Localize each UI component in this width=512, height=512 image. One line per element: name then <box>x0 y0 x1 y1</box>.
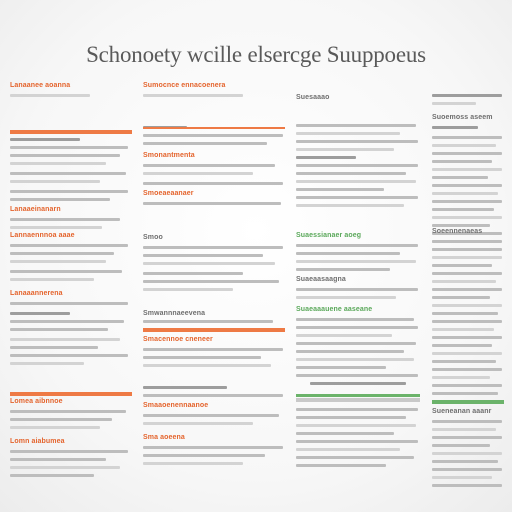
text-line <box>10 180 100 183</box>
text-line <box>296 180 416 183</box>
text-line <box>432 176 488 179</box>
text-line <box>432 328 494 331</box>
text-line <box>296 132 400 135</box>
text-line <box>143 364 271 367</box>
section-heading: Smacennoe cneneer <box>143 336 213 343</box>
text-line <box>432 344 492 347</box>
text-line <box>296 204 404 207</box>
text-line <box>143 462 243 465</box>
text-line <box>432 336 502 339</box>
column-1 <box>10 80 132 500</box>
text-line <box>296 448 400 451</box>
text-line <box>10 252 114 255</box>
text-line <box>10 162 106 165</box>
text-line <box>432 184 502 187</box>
section-heading: Suoemoss aseem <box>432 114 493 121</box>
text-line <box>143 422 253 425</box>
text-line <box>296 408 418 411</box>
text-line <box>10 302 128 305</box>
text-line <box>432 428 496 431</box>
text-line <box>432 484 502 487</box>
text-line <box>143 172 253 175</box>
text-line <box>143 356 261 359</box>
text-line <box>296 296 396 299</box>
section-divider <box>143 328 285 332</box>
text-line <box>296 334 392 337</box>
text-line <box>432 136 502 139</box>
section-heading: Lomea aibnnoe <box>10 398 63 405</box>
text-line <box>296 288 418 291</box>
section-divider <box>296 398 420 402</box>
text-line <box>296 432 394 435</box>
section-heading: Sma aoeena <box>143 434 185 441</box>
text-line <box>143 246 283 249</box>
text-line <box>10 190 128 193</box>
text-line <box>143 142 267 145</box>
text-line <box>296 188 384 191</box>
section-heading: Lomn aiabumea <box>10 438 65 445</box>
text-line <box>143 348 283 351</box>
text-line <box>296 350 404 353</box>
text-line <box>296 416 406 419</box>
text-line <box>432 144 496 147</box>
text-line <box>296 244 418 247</box>
text-line <box>432 384 502 387</box>
text-line <box>296 196 418 199</box>
column-4 <box>432 80 504 500</box>
column-2 <box>143 80 285 500</box>
text-line <box>432 168 502 171</box>
text-line <box>432 224 490 227</box>
text-line <box>296 424 416 427</box>
text-line <box>143 202 281 205</box>
text-line <box>296 440 418 443</box>
text-line <box>143 414 279 417</box>
text-line <box>143 94 243 97</box>
text-line <box>143 254 263 257</box>
text-line <box>432 102 476 105</box>
text-line <box>432 152 502 155</box>
text-line <box>10 146 128 149</box>
text-line <box>296 342 416 345</box>
text-line <box>143 394 283 397</box>
section-heading: Suaeaaauene aaseane <box>296 306 373 313</box>
text-line <box>10 244 128 247</box>
section-divider <box>296 394 420 397</box>
text-line <box>432 264 492 267</box>
text-line <box>432 312 498 315</box>
text-line <box>10 94 90 97</box>
text-line <box>10 354 128 357</box>
text-line <box>10 270 122 273</box>
text-line <box>432 248 498 251</box>
text-line <box>432 192 498 195</box>
text-line <box>432 452 502 455</box>
text-line <box>143 164 275 167</box>
text-line <box>432 368 502 371</box>
text-line <box>10 458 106 461</box>
text-line <box>10 362 84 365</box>
text-line <box>432 94 502 97</box>
text-line <box>10 138 80 141</box>
text-line <box>10 260 106 263</box>
text-line <box>296 326 418 329</box>
section-heading: Lanaanee aoanna <box>10 82 71 89</box>
text-line <box>296 366 386 369</box>
text-line <box>296 260 416 263</box>
text-line <box>10 312 70 315</box>
text-line <box>432 468 502 471</box>
text-line <box>10 466 120 469</box>
text-line <box>296 318 414 321</box>
text-line <box>10 172 126 175</box>
section-heading: Smoo <box>143 234 163 241</box>
text-line <box>10 418 112 421</box>
section-heading: Sumocnce ennacoenera <box>143 82 226 89</box>
text-line <box>10 218 120 221</box>
text-line <box>432 288 502 291</box>
section-heading: Lanaaannerena <box>10 290 63 297</box>
text-line <box>432 460 498 463</box>
text-line <box>296 140 418 143</box>
text-line <box>432 360 496 363</box>
text-line <box>296 148 394 151</box>
text-line <box>296 374 418 377</box>
page-title: Schonoety wcille elsercge Suuppoeus <box>86 42 426 67</box>
text-line <box>432 376 490 379</box>
text-line <box>143 446 283 449</box>
text-line <box>432 272 502 275</box>
text-line <box>10 154 120 157</box>
text-line <box>10 346 98 349</box>
section-heading: Smaaoenennaanoe <box>143 402 209 409</box>
text-line <box>10 226 102 229</box>
text-line <box>432 392 498 395</box>
text-line <box>143 134 283 137</box>
text-line <box>432 352 502 355</box>
section-heading: Smonantmenta <box>143 152 195 159</box>
text-line <box>432 256 502 259</box>
section-divider <box>10 130 132 134</box>
text-line <box>10 278 94 281</box>
section-heading: Lanaaeinanarn <box>10 206 61 213</box>
text-line <box>10 338 120 341</box>
text-line <box>296 268 390 271</box>
text-line <box>432 420 502 423</box>
text-line <box>296 358 414 361</box>
text-line <box>296 124 416 127</box>
text-line <box>10 198 110 201</box>
text-line <box>432 476 492 479</box>
text-line <box>432 126 478 129</box>
text-line <box>296 252 400 255</box>
text-line <box>432 208 494 211</box>
text-line <box>310 382 406 385</box>
text-line <box>143 386 227 389</box>
text-line <box>143 454 265 457</box>
section-heading: Suaessianaer aoeg <box>296 232 362 239</box>
text-line <box>143 320 273 323</box>
text-line <box>296 456 414 459</box>
section-divider <box>10 392 132 396</box>
text-line <box>432 296 490 299</box>
text-line <box>10 328 108 331</box>
text-line <box>432 160 492 163</box>
text-line <box>10 410 126 413</box>
text-line <box>432 280 496 283</box>
text-line <box>296 164 418 167</box>
text-line <box>296 156 356 159</box>
text-line <box>432 240 502 243</box>
text-line <box>432 436 502 439</box>
text-line <box>432 200 502 203</box>
text-line <box>432 304 502 307</box>
section-heading: Lannaennnoa aaae <box>10 232 75 239</box>
text-line <box>10 320 124 323</box>
text-line <box>143 288 233 291</box>
section-heading: Smwannnaeevena <box>143 310 206 317</box>
section-heading: Soeennenaeas <box>432 228 483 235</box>
text-line <box>432 216 502 219</box>
text-line <box>143 272 243 275</box>
text-line <box>10 426 100 429</box>
text-line <box>143 280 279 283</box>
section-heading: Suaeaasaagna <box>296 276 346 283</box>
section-divider <box>432 400 504 404</box>
section-heading: Smoeaeaanaer <box>143 190 194 197</box>
text-line <box>432 320 502 323</box>
text-line <box>10 450 128 453</box>
text-line <box>296 172 406 175</box>
text-line <box>432 444 490 447</box>
section-heading: Sueneanan aaanr <box>432 408 492 415</box>
section-divider <box>143 127 285 129</box>
column-3 <box>296 80 420 500</box>
text-line <box>10 474 94 477</box>
section-heading: Suesaaao <box>296 94 330 101</box>
text-line <box>143 182 283 185</box>
text-line <box>296 464 386 467</box>
text-line <box>143 262 275 265</box>
